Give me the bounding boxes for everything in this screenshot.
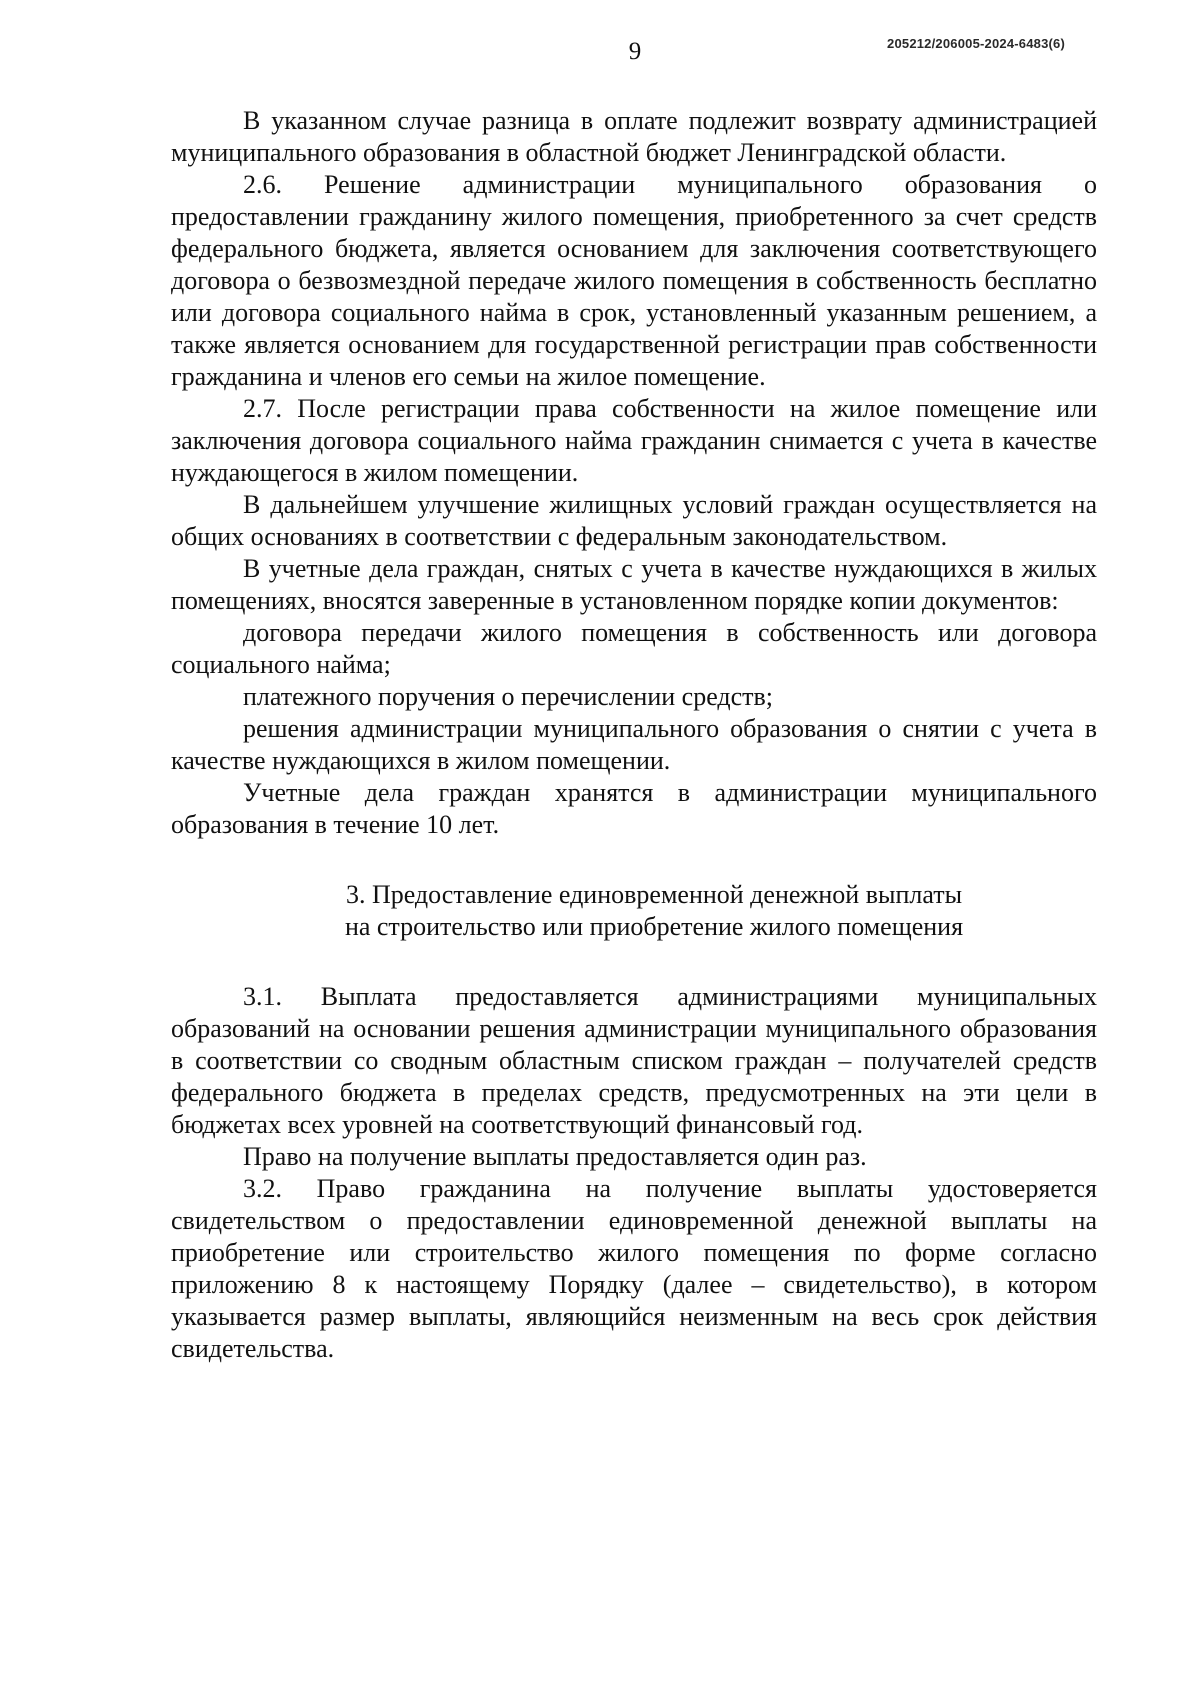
paragraph: В указанном случае разница в оплате подлежит возврату администрацией муниципального образования в областной бюджет Ленинградской области. [171, 106, 1097, 167]
paragraph: В учетные дела граждан, снятых с учета в качестве нуждающихся в жилых помещениях, вносятся заверенные в установленном порядке копии документов: [171, 554, 1097, 615]
paragraph: 2.7. После регистрации права собственности на жилое помещение или заключения договора социального найма гражданин снимается с учета в качестве нуждающегося в жилом помещении. [171, 394, 1097, 487]
paragraph: Учетные дела граждан хранятся в администрации муниципального образования в течение 10 лет. [171, 778, 1097, 839]
document-body [171, 105, 1097, 1365]
paragraph: Право на получение выплаты предоставляется один раз. [243, 1142, 867, 1171]
paragraph: 3.2. Право гражданина на получение выплаты удостоверяется свидетельством о предоставлении единовременной денежной выплаты на приобретение или строительство жилого помещения по форме согласно приложению 8 к настоящему Порядку (далее – свидетельство), в котором указывается размер выплаты, являющийся неизменным на весь срок действия свидетельства. [171, 1174, 1097, 1363]
paragraph: 2.6. Решение администрации муниципального образования о предоставлении гражданину жилого помещения, приобретенного за счет средств федерального бюджета, является основанием для заключения соответствующего договора о безвозмездной передаче жилого помещения в собственность бесплатно или договора социального найма в срок, установленный указанным решением, а также является основанием для государственной регистрации прав собственности гражданина и членов его семьи на жилое помещение. [171, 170, 1097, 391]
paragraph: решения администрации муниципального образования о снятии с учета в качестве нуждающихся в жилом помещении. [171, 714, 1097, 775]
paragraph: платежного поручения о перечислении средств; [243, 682, 774, 711]
document-id: 205212/206005-2024-6483(6) [887, 36, 1065, 51]
section-heading-line: 3. Предоставление единовременной денежной выплаты [345, 880, 963, 909]
paragraph: В дальнейшем улучшение жилищных условий граждан осуществляется на общих основаниях в соответствии с федеральным законодательством. [171, 490, 1097, 551]
section-heading [171, 879, 1097, 943]
page-number: 9 [628, 38, 642, 65]
paragraph: 3.1. Выплата предоставляется администрациями муниципальных образований на основании решения администрации муниципального образования в соответствии со сводным областным списком граждан – получателей средств федерального бюджета в пределах средств, предусмотренных на эти цели в бюджетах всех уровней на соответствующий финансовый год. [171, 982, 1097, 1139]
section-heading-line: на строительство или приобретение жилого помещения [344, 912, 964, 941]
paragraph: договора передачи жилого помещения в собственность или договора социального найма; [171, 618, 1097, 679]
